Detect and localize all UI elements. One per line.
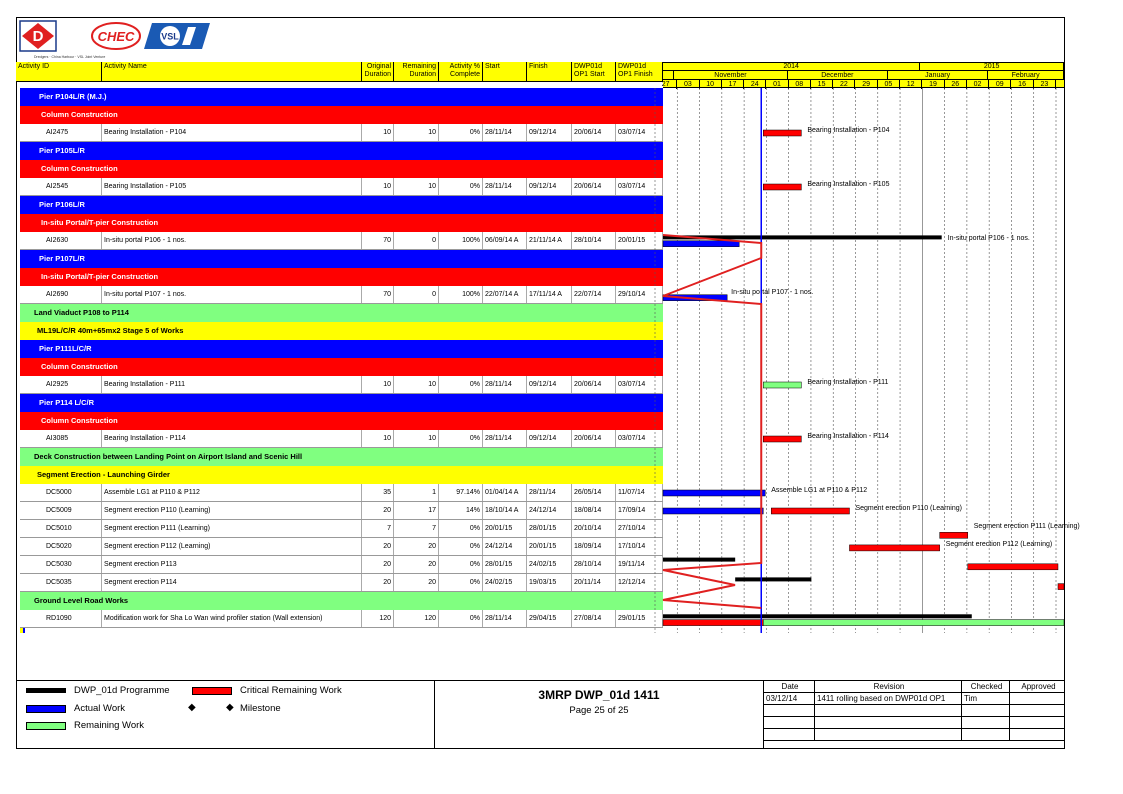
activity-row[interactable] bbox=[20, 178, 663, 196]
gantt-bar-red[interactable] bbox=[849, 545, 939, 551]
legend-label-programme: DWP_01d Programme bbox=[74, 685, 170, 696]
rev-empty-cell bbox=[764, 729, 815, 741]
cell-op1f: 17/10/14 bbox=[616, 538, 663, 555]
cell-start: 28/01/15 bbox=[483, 556, 527, 573]
dredging-logo bbox=[20, 21, 56, 51]
header-activity-pct[interactable]: Activity % Complete bbox=[439, 62, 483, 82]
cell-name: Bearing Installation - P114 bbox=[102, 430, 362, 447]
timeline-month: January bbox=[888, 71, 988, 80]
cell-id: DC5035 bbox=[20, 574, 102, 591]
gantt-bar-red[interactable] bbox=[940, 532, 968, 538]
activity-row[interactable] bbox=[20, 556, 663, 574]
gantt-band-row bbox=[663, 106, 1064, 124]
cell-op1f: 17/09/14 bbox=[616, 502, 663, 519]
cell-rd: 10 bbox=[394, 124, 439, 141]
cell-name: Bearing Installation - P105 bbox=[102, 178, 362, 195]
timeline-month: February bbox=[988, 71, 1064, 80]
header-finish[interactable]: Finish bbox=[527, 62, 572, 82]
gantt-bar-red[interactable] bbox=[763, 130, 801, 136]
cell-name: Segment erection P111 (Learning) bbox=[102, 520, 362, 537]
timeline-week: 23 bbox=[1034, 80, 1056, 89]
cell-id: AI3085 bbox=[20, 430, 102, 447]
gantt-bar-red[interactable] bbox=[763, 184, 801, 190]
cell-pct: 0% bbox=[439, 376, 483, 393]
cell-op1s: 28/10/14 bbox=[572, 232, 616, 249]
cell-start: 24/02/15 bbox=[483, 574, 527, 591]
cell-name: Segment erection P114 bbox=[102, 574, 362, 591]
cell-id: RD1090 bbox=[20, 610, 102, 627]
rev-entry-approved bbox=[1010, 693, 1065, 705]
legend-label-actual: Actual Work bbox=[74, 703, 126, 714]
cell-start: 28/11/14 bbox=[483, 376, 527, 393]
gantt-band-row bbox=[663, 88, 1064, 106]
company-logos bbox=[18, 19, 218, 63]
cell-rd: 20 bbox=[394, 538, 439, 555]
cell-rd: 20 bbox=[394, 556, 439, 573]
timeline-week: 22 bbox=[833, 80, 855, 89]
gantt-bar-label: Bearing Installation - P104 bbox=[807, 127, 890, 135]
wbs-band[interactable]: ML19L/C/R 40m+65mx2 Stage 5 of Works bbox=[20, 322, 663, 340]
cell-finish: 17/11/14 A bbox=[527, 286, 572, 303]
activity-row[interactable] bbox=[20, 610, 663, 628]
cell-name: Segment erection P112 (Learning) bbox=[102, 538, 362, 555]
cell-rd: 10 bbox=[394, 178, 439, 195]
gantt-bar-red[interactable] bbox=[663, 620, 763, 626]
chec-logo bbox=[92, 23, 140, 49]
header-activity-name[interactable]: Activity Name bbox=[102, 62, 362, 82]
activity-row[interactable] bbox=[20, 484, 663, 502]
rev-header-checked: Checked bbox=[962, 681, 1010, 693]
wbs-band[interactable]: Column Construction bbox=[20, 106, 663, 124]
cell-id: DC5030 bbox=[20, 556, 102, 573]
cell-start: 28/11/14 bbox=[483, 430, 527, 447]
wbs-band[interactable]: Deck Construction between Landing Point on Airport Island and Scenic Hill bbox=[20, 448, 663, 466]
timeline-week: 03 bbox=[677, 80, 699, 89]
cell-start: 22/07/14 A bbox=[483, 286, 527, 303]
cell-op1s: 20/06/14 bbox=[572, 124, 616, 141]
cell-pct: 0% bbox=[439, 574, 483, 591]
rev-empty-cell bbox=[962, 717, 1010, 729]
gantt-band-row bbox=[663, 358, 1064, 376]
header-remaining-duration[interactable]: Remaining Duration bbox=[394, 62, 439, 82]
cell-od: 20 bbox=[362, 538, 394, 555]
cell-od: 10 bbox=[362, 124, 394, 141]
cell-od: 70 bbox=[362, 286, 394, 303]
gantt-bar-label: Segment erection P112 (Learning) bbox=[945, 541, 1053, 549]
wbs-band[interactable]: Pier P105L/R bbox=[20, 142, 663, 160]
gantt-bar-label: Bearing Installation - P114 bbox=[807, 433, 889, 441]
cell-op1f: 03/07/14 bbox=[616, 376, 663, 393]
rev-empty-cell bbox=[815, 705, 962, 717]
gantt-band-row bbox=[663, 268, 1064, 286]
cell-name: Assemble LG1 at P110 & P112 bbox=[102, 484, 362, 501]
activity-row[interactable] bbox=[20, 376, 663, 394]
gantt-band-row bbox=[663, 394, 1064, 412]
cell-op1s: 18/09/14 bbox=[572, 538, 616, 555]
gantt-bar-label: In-situ portal P106 - 1 nos. bbox=[947, 235, 1030, 243]
timeline-week: 17 bbox=[722, 80, 744, 89]
cell-op1f: 29/01/15 bbox=[616, 610, 663, 627]
cell-od: 20 bbox=[362, 556, 394, 573]
cell-name: Modification work for Sha Lo Wan wind profiler station (Wall extension) bbox=[102, 610, 362, 627]
activity-row[interactable] bbox=[20, 430, 663, 448]
cell-op1s: 20/06/14 bbox=[572, 376, 616, 393]
cell-od: 20 bbox=[362, 574, 394, 591]
cell-op1f: 27/10/14 bbox=[616, 520, 663, 537]
cell-op1s: 27/08/14 bbox=[572, 610, 616, 627]
wbs-band[interactable]: Pier P111L/C/R bbox=[20, 340, 663, 358]
cell-od: 20 bbox=[362, 502, 394, 519]
cell-pct: 0% bbox=[439, 124, 483, 141]
gantt-bar-black[interactable] bbox=[663, 558, 735, 562]
vsl-logo-text: VSL bbox=[161, 31, 179, 42]
cell-finish: 24/12/14 bbox=[527, 502, 572, 519]
cell-rd: 0 bbox=[394, 232, 439, 249]
legend-label-remaining: Remaining Work bbox=[74, 720, 145, 731]
cell-pct: 0% bbox=[439, 178, 483, 195]
cell-op1f: 03/07/14 bbox=[616, 430, 663, 447]
logo-caption: Dredgers · China Harbour · VSL Joint Venture bbox=[34, 55, 106, 59]
activity-row[interactable] bbox=[20, 286, 663, 304]
cell-id: DC5010 bbox=[20, 520, 102, 537]
gantt-chart bbox=[663, 88, 1080, 633]
vsl-logo bbox=[144, 23, 210, 49]
rev-empty-cell bbox=[815, 729, 962, 741]
gantt-bar-label: Assemble LG1 at P110 & P112 bbox=[771, 487, 868, 495]
cell-name: Segment erection P113 bbox=[102, 556, 362, 573]
gantt-band-row bbox=[663, 142, 1064, 160]
cell-id: AI2475 bbox=[20, 124, 102, 141]
activity-row[interactable] bbox=[20, 502, 663, 520]
gantt-band-row bbox=[663, 340, 1064, 358]
timeline-week: 15 bbox=[811, 80, 833, 89]
timeline-year: 2014 bbox=[663, 63, 920, 71]
cell-start: 28/11/14 bbox=[483, 178, 527, 195]
rev-entry-revision: 1411 rolling based on DWP01d OP1 bbox=[815, 693, 962, 705]
gantt-bar-blue[interactable] bbox=[663, 508, 763, 514]
gantt-band-row bbox=[663, 160, 1064, 178]
cell-op1s: 18/08/14 bbox=[572, 502, 616, 519]
cell-finish: 20/01/15 bbox=[527, 538, 572, 555]
rev-empty-cell bbox=[1010, 705, 1065, 717]
header-start[interactable]: Start bbox=[483, 62, 527, 82]
cell-rd: 1 bbox=[394, 484, 439, 501]
cell-pct: 14% bbox=[439, 502, 483, 519]
header-op1-finish[interactable]: DWP01d OP1 Finish bbox=[616, 62, 663, 82]
header-original-duration[interactable]: Original Duration bbox=[362, 62, 394, 82]
wbs-band[interactable]: Pier P106L/R bbox=[20, 196, 663, 214]
cell-pct: 0% bbox=[439, 610, 483, 627]
cell-pct: 97.14% bbox=[439, 484, 483, 501]
cell-start: 24/12/14 bbox=[483, 538, 527, 555]
cell-name: Bearing Installation - P104 bbox=[102, 124, 362, 141]
timeline-week: 10 bbox=[700, 80, 722, 89]
timeline-month: November bbox=[674, 71, 788, 80]
cell-rd: 10 bbox=[394, 430, 439, 447]
cell-pct: 0% bbox=[439, 556, 483, 573]
rev-header-date: Date bbox=[764, 681, 815, 693]
header-op1-start[interactable]: DWP01d OP1 Start bbox=[572, 62, 616, 82]
gantt-svg bbox=[663, 88, 1080, 633]
timeline-week: 24 bbox=[744, 80, 766, 89]
gantt-bar-red[interactable] bbox=[763, 436, 801, 442]
rev-entry-date: 03/12/14 bbox=[764, 693, 815, 705]
timeline-week: 27 bbox=[655, 80, 677, 89]
cell-rd: 0 bbox=[394, 286, 439, 303]
cell-rd: 17 bbox=[394, 502, 439, 519]
cell-name: In-situ portal P106 - 1 nos. bbox=[102, 232, 362, 249]
timeline-week: 29 bbox=[856, 80, 878, 89]
cell-op1s: 20/10/14 bbox=[572, 520, 616, 537]
wbs-band[interactable]: Ground Level Road Works bbox=[20, 592, 663, 610]
diamond-icon: ◆ bbox=[188, 702, 196, 713]
cell-op1s: 26/05/14 bbox=[572, 484, 616, 501]
cell-op1s: 22/07/14 bbox=[572, 286, 616, 303]
cell-name: Segment erection P110 (Learning) bbox=[102, 502, 362, 519]
cell-id: AI2925 bbox=[20, 376, 102, 393]
legend-label-milestone: Milestone bbox=[240, 703, 281, 714]
timeline-month: December bbox=[788, 71, 888, 80]
timeline-header bbox=[663, 62, 1064, 88]
rev-empty-cell bbox=[815, 717, 962, 729]
chec-logo-text: CHEC bbox=[97, 29, 135, 44]
cell-pct: 100% bbox=[439, 232, 483, 249]
cell-id: DC5000 bbox=[20, 484, 102, 501]
rev-empty-cell bbox=[962, 729, 1010, 741]
cell-od: 120 bbox=[362, 610, 394, 627]
cell-id: AI2630 bbox=[20, 232, 102, 249]
wbs-band[interactable]: Column Construction bbox=[20, 160, 663, 178]
cell-op1f: 29/10/14 bbox=[616, 286, 663, 303]
activity-row[interactable] bbox=[20, 538, 663, 556]
wbs-band[interactable]: Column Construction bbox=[20, 358, 663, 376]
gantt-band-row bbox=[663, 304, 1064, 322]
cell-name: Bearing Installation - P111 bbox=[102, 376, 362, 393]
cell-od: 35 bbox=[362, 484, 394, 501]
cell-od: 70 bbox=[362, 232, 394, 249]
cell-op1f: 20/01/15 bbox=[616, 232, 663, 249]
cell-finish: 28/11/14 bbox=[527, 484, 572, 501]
gantt-bar-black[interactable] bbox=[735, 577, 811, 581]
cell-id: AI2545 bbox=[20, 178, 102, 195]
gantt-band-row bbox=[663, 412, 1064, 430]
rev-empty-cell bbox=[962, 705, 1010, 717]
timeline-year: 2015 bbox=[920, 63, 1064, 71]
gantt-bar-label: Bearing Installation - P111 bbox=[807, 379, 889, 387]
rev-empty-cell bbox=[1010, 717, 1065, 729]
document-title: 3MRP DWP_01d 1411 bbox=[538, 688, 660, 702]
cell-op1f: 03/07/14 bbox=[616, 124, 663, 141]
timeline-week: 01 bbox=[766, 80, 788, 89]
cell-op1f: 11/07/14 bbox=[616, 484, 663, 501]
cell-pct: 0% bbox=[439, 520, 483, 537]
cell-od: 7 bbox=[362, 520, 394, 537]
activity-row[interactable] bbox=[20, 574, 663, 592]
wbs-band[interactable]: Land Viaduct P108 to P114 bbox=[20, 304, 663, 322]
cell-finish: 19/03/15 bbox=[527, 574, 572, 591]
timeline-week: 26 bbox=[945, 80, 967, 89]
cell-rd: 120 bbox=[394, 610, 439, 627]
cell-pct: 0% bbox=[439, 538, 483, 555]
gantt-band-row bbox=[663, 592, 1064, 610]
cell-od: 10 bbox=[362, 178, 394, 195]
gantt-bar-label: Segment erection P110 (Learning) bbox=[855, 505, 962, 513]
cell-start: 06/09/14 A bbox=[483, 232, 527, 249]
cell-op1s: 20/11/14 bbox=[572, 574, 616, 591]
gantt-bar-red[interactable] bbox=[1058, 584, 1064, 590]
wbs-band[interactable]: Pier P114 L/C/R bbox=[20, 394, 663, 412]
activity-row[interactable] bbox=[20, 124, 663, 142]
rev-empty-cell bbox=[764, 717, 815, 729]
rev-header-revision: Revision bbox=[815, 681, 962, 693]
cell-finish: 09/12/14 bbox=[527, 178, 572, 195]
cell-rd: 7 bbox=[394, 520, 439, 537]
dredging-logo-letter: D bbox=[32, 28, 44, 45]
cell-id: AI2690 bbox=[20, 286, 102, 303]
cell-name: In-situ portal P107 - 1 nos. bbox=[102, 286, 362, 303]
gantt-bar-label: Bearing Installation - P105 bbox=[807, 181, 890, 189]
cell-op1s: 20/06/14 bbox=[572, 430, 616, 447]
timeline-month bbox=[663, 71, 674, 80]
cell-finish: 21/11/14 A bbox=[527, 232, 572, 249]
diamond-icon: ◆ bbox=[226, 702, 234, 713]
cell-id: DC5020 bbox=[20, 538, 102, 555]
title-block bbox=[435, 680, 763, 749]
cell-finish: 09/12/14 bbox=[527, 430, 572, 447]
header-activity-id[interactable]: Activity ID bbox=[16, 62, 102, 82]
cell-od: 10 bbox=[362, 376, 394, 393]
wbs-band[interactable]: Column Construction bbox=[20, 412, 663, 430]
cell-finish: 09/12/14 bbox=[527, 376, 572, 393]
legend-panel bbox=[16, 680, 435, 749]
wbs-band[interactable]: In-situ Portal/T-pier Construction bbox=[20, 214, 663, 232]
gantt-bar-blue[interactable] bbox=[663, 490, 765, 496]
cell-start: 01/04/14 A bbox=[483, 484, 527, 501]
cell-op1f: 03/07/14 bbox=[616, 178, 663, 195]
cell-op1f: 12/12/14 bbox=[616, 574, 663, 591]
gantt-bar-label: Segment erection P111 (Learning) bbox=[973, 523, 1080, 531]
gantt-bar-black[interactable] bbox=[663, 614, 972, 618]
gantt-band-row bbox=[663, 250, 1064, 268]
cell-op1s: 20/06/14 bbox=[572, 178, 616, 195]
cell-finish: 24/02/15 bbox=[527, 556, 572, 573]
cell-id: DC5009 bbox=[20, 502, 102, 519]
cell-od: 10 bbox=[362, 430, 394, 447]
wbs-band[interactable]: Segment Erection - Launching Girder bbox=[20, 466, 663, 484]
wbs-band[interactable]: In-situ Portal/T-pier Construction bbox=[20, 268, 663, 286]
cell-op1s: 28/10/14 bbox=[572, 556, 616, 573]
timeline-week: 05 bbox=[878, 80, 900, 89]
gantt-band-row bbox=[663, 214, 1064, 232]
gantt-bar-green[interactable] bbox=[763, 382, 801, 388]
cell-pct: 0% bbox=[439, 430, 483, 447]
wbs-band[interactable]: Pier P107L/R bbox=[20, 250, 663, 268]
gantt-bar-red[interactable] bbox=[771, 508, 849, 514]
legend-swatch-remaining bbox=[26, 722, 66, 730]
gantt-bar-blue[interactable] bbox=[663, 241, 739, 247]
page-number: Page 25 of 25 bbox=[569, 705, 629, 716]
timeline-week: 02 bbox=[967, 80, 989, 89]
activity-row[interactable] bbox=[20, 232, 663, 250]
gantt-band-row bbox=[663, 466, 1064, 484]
cell-start: 18/10/14 A bbox=[483, 502, 527, 519]
legend-label-critical: Critical Remaining Work bbox=[240, 685, 342, 696]
gantt-bar-label: In-situ portal P107 - 1 nos. bbox=[731, 289, 814, 297]
cell-rd: 20 bbox=[394, 574, 439, 591]
cell-pct: 100% bbox=[439, 286, 483, 303]
cell-start: 28/11/14 bbox=[483, 124, 527, 141]
cell-finish: 28/01/15 bbox=[527, 520, 572, 537]
gantt-band-row bbox=[663, 196, 1064, 214]
cell-finish: 29/04/15 bbox=[527, 610, 572, 627]
rev-empty-cell bbox=[764, 705, 815, 717]
logo-group bbox=[18, 19, 218, 55]
activity-row[interactable] bbox=[20, 520, 663, 538]
gantt-bar-green[interactable] bbox=[763, 620, 1064, 626]
timeline-week: 16 bbox=[1011, 80, 1033, 89]
gantt-bar-red[interactable] bbox=[968, 564, 1058, 570]
cell-start: 20/01/15 bbox=[483, 520, 527, 537]
timeline-week: 08 bbox=[789, 80, 811, 89]
timeline-week: 19 bbox=[922, 80, 944, 89]
revision-table bbox=[763, 680, 1065, 749]
timeline-week: 09 bbox=[989, 80, 1011, 89]
cell-start: 28/11/14 bbox=[483, 610, 527, 627]
gantt-band-row bbox=[663, 448, 1064, 466]
cell-finish: 09/12/14 bbox=[527, 124, 572, 141]
legend-swatch-programme bbox=[26, 688, 66, 693]
legend-swatch-critical bbox=[192, 687, 232, 695]
cell-rd: 10 bbox=[394, 376, 439, 393]
rev-header-approved: Approved bbox=[1010, 681, 1065, 693]
cell-op1f: 19/11/14 bbox=[616, 556, 663, 573]
legend-swatch-actual bbox=[26, 705, 66, 713]
wbs-band[interactable]: Pier P104L/R (M.J.) bbox=[20, 88, 663, 106]
rev-empty-cell bbox=[1010, 729, 1065, 741]
gantt-band-row bbox=[663, 322, 1064, 340]
timeline-week: 12 bbox=[900, 80, 922, 89]
rev-entry-checked: Tim bbox=[962, 693, 1010, 705]
